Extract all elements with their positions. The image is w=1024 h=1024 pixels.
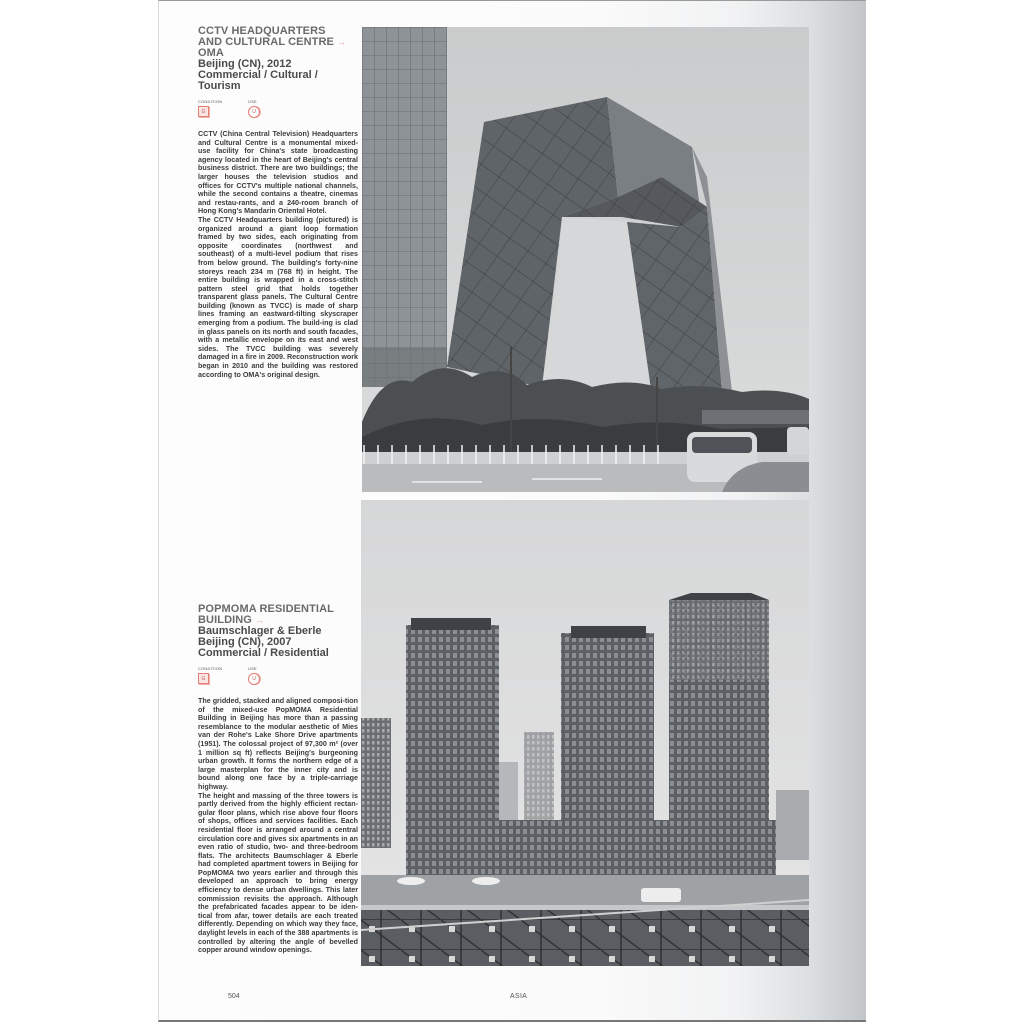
condition-square-icon [198,106,209,117]
entry-popmoma [198,604,358,955]
use-circle-icon [248,673,260,685]
rating-tags [198,99,358,127]
use-value: U [252,109,256,115]
use-types: Commercial / Cultural / Tourism [198,69,318,92]
title-line-2: BUILDING [198,614,252,626]
arrow-right-icon: → [255,615,265,625]
title-line-1: POPMOMA RESIDENTIAL [198,603,334,615]
condition-square-icon [198,673,209,684]
entry-description: CCTV (China Central Television) Headquarters and Cultural Centre is a monumental mixed-use facility for China's state broadcasting agency located in the heart of Beijing's central business district. There are two buildings; the larger houses the television studios and offices for CCTV's multiple national channels, while the second contains a theatre, cinemas and restau-rants, and a 240-room branch of Hong Kong's Mandarin Oriental Hotel. [198,130,358,216]
entry-title [198,26,358,59]
use-tag [248,99,260,118]
popmoma-building-photo [361,500,809,966]
location-year: Beijing (CN), 2007 [198,636,292,648]
cctv-building-photo [362,27,809,492]
use-circle-icon [248,106,260,118]
rating-tags [198,666,358,694]
entry-title [198,604,358,626]
location-year: Beijing (CN), 2012 [198,58,292,70]
section-name: ASIA [510,993,528,1000]
condition-label: CONDITION [198,99,223,104]
entry-cctv [198,26,358,379]
entry-description-continued: The CCTV Headquarters building (pictured) is organized around a giant loop formation framed by two sides, each originating from opposite coordinates (northwest and southeast) of a multi-level podium that rises from below ground. The building's forty-nine storeys reach 234 m (768 ft) in height. The entire building is wrapped in a cross-stitch pattern steel grid that holds together transparent glass panels. The Cultural Centre building (known as TVCC) is made of sharp lines framing an eastward-tilting skyscraper emerging from a podium. The build-ing is clad in glass panels on its north and south facades, with a metallic envelope on its east and west sides. The TVCC building was severely damaged in a fire in 2009. Reconstruction work began in 2010 and the building was restored according to OMA's original design. [198,215,358,379]
popmoma-photo-illustration [361,500,809,966]
condition-tag [198,666,222,684]
condition-tag [198,99,222,117]
use-label: USE [248,666,257,671]
entry-description: The gridded, stacked and aligned composi-tion of the mixed-use PopMOMA Residential Building in Beijing has more than a passing resemblance to the modular aesthetic of Mies van der Rohe's Lake Shore Drive apartments (1951). The colossal project of 97,300 m² (over 1 million sq ft) reflects Beijing's burgeoning urban growth. It forms the northern edge of a large masterplan for the inner city and is bound along one face by a triple-carriage highway. [198,697,358,791]
cctv-photo-illustration [362,27,809,492]
entry-description-continued: The height and massing of the three towers is partly derived from the highly efficient rectan-gular floor plans, which rise above four floors of shops, offices and services facilities. Each residential floor is arranged around a central circulation core and gives six apartments in an even ratio of studio, two- and three-bedroom flats. The architects Baumschlager & Eberle had completed apartment towers in Beijing for PopMOMA two years earlier and through this developed an approach to bring energy efficiency to dense urban dwellings. This later commission revisits the approach. Although the prefabricated facades appear to be iden-tical from afar, tower details are each treated differently. Depending on which way they face, daylight levels in each of the 388 apartments is controlled by altering the angle of bevelled copper around window openings. [198,791,358,955]
title-line-1: CCTV HEADQUARTERS [198,25,326,37]
architect-name: Baumschlager & Eberle [198,625,322,637]
condition-label: CONDITION [198,666,223,671]
title-line-2: AND CULTURAL CENTRE [198,36,334,48]
use-tag [248,666,260,685]
condition-value: G [201,108,206,115]
use-value: U [252,676,256,682]
page-number: 504 [228,993,240,1000]
architect-name: OMA [198,47,224,59]
arrow-right-icon: → [337,37,347,47]
use-types: Commercial / Residential [198,647,329,659]
condition-value: G [201,675,206,682]
use-label: USE [248,99,257,104]
